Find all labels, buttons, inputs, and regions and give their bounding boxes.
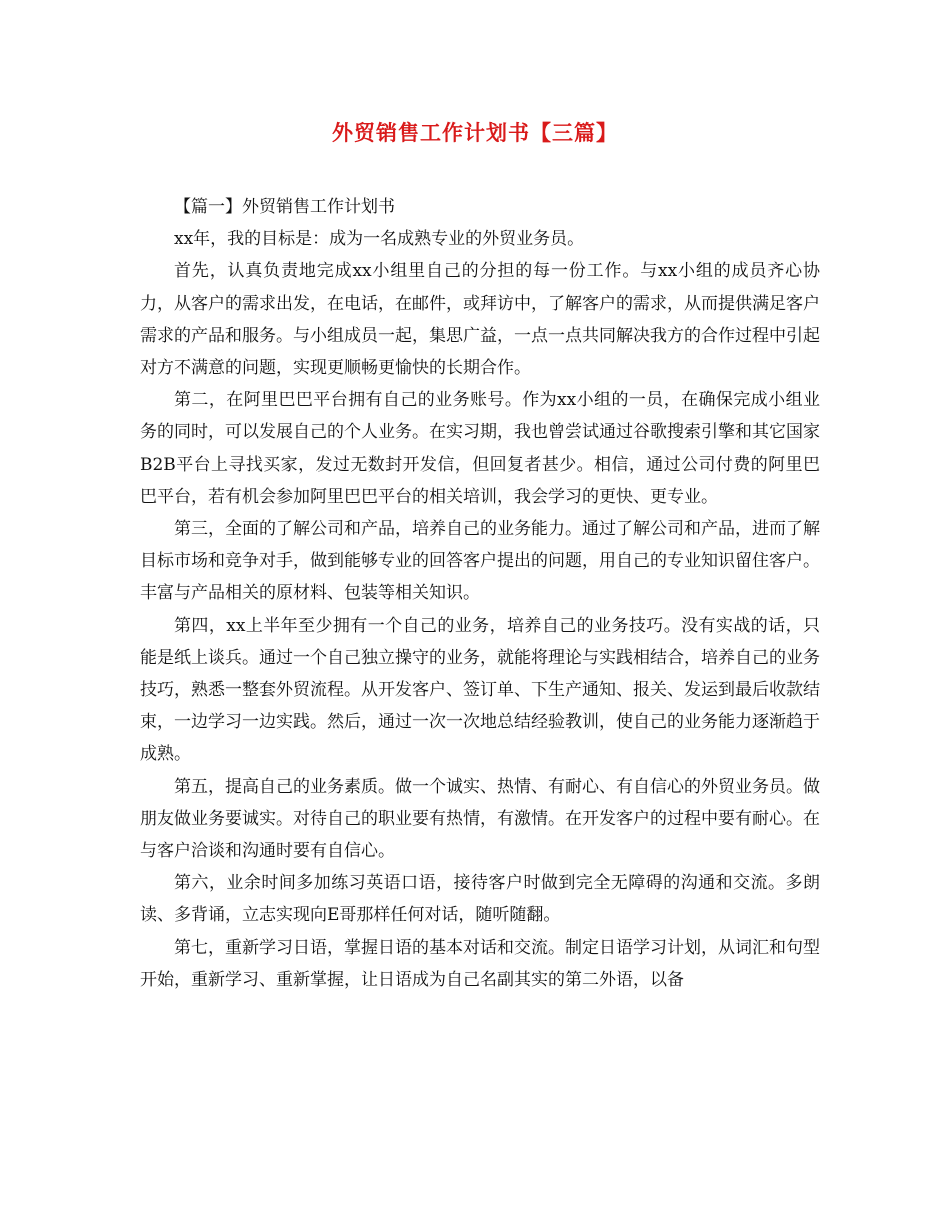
paragraph-goal: xx年，我的目标是：成为一名成熟专业的外贸业务员。 [174, 229, 585, 250]
paragraph-seventh: 第七，重新学习日语，掌握日语的基本对话和交流。制定日语学习计划，从词汇和句型开始，重新学习、重新掌握，让日语成为自己名副其实的第二外语，以备 [140, 937, 820, 990]
document-body [140, 191, 820, 996]
paragraph-second: 第二，在阿里巴巴平台拥有自己的业务账号。作为xx小组的一员，在确保完成小组业务的同时，可以发展自己的个人业务。在实习期，我也曾尝试通过谷歌搜索引擎和其它国家B2B平台上寻找买家，发过无数封开发信，但回复者甚少。相信，通过公司付费的阿里巴巴平台，若有机会参加阿里巴巴平台的相关培训，我会学习的更快、更专业。 [140, 390, 820, 507]
paragraph-sixth: 第六，业余时间多加练习英语口语，接待客户时做到完全无障碍的沟通和交流。多朗读、多背诵，立志实现向E哥那样任何对话，随听随翻。 [140, 873, 820, 926]
paragraph-third: 第三，全面的了解公司和产品，培养自己的业务能力。通过了解公司和产品，进而了解目标市场和竞争对手，做到能够专业的回答客户提出的问题，用自己的专业知识留住客户。丰富与产品相关的原材料、包装等相关知识。 [140, 519, 820, 604]
paragraph-first: 首先，认真负责地完成xx小组里自己的分担的每一份工作。与xx小组的成员齐心协力，从客户的需求出发，在电话，在邮件，或拜访中，了解客户的需求，从而提供满足客户需求的产品和服务。与小组成员一起，集思广益，一点一点共同解决我方的合作过程中引起对方不满意的问题，实现更顺畅更愉快的长期合作。 [140, 261, 820, 379]
section-heading: 【篇一】外贸销售工作计划书 [174, 197, 395, 217]
paragraph-fourth: 第四，xx上半年至少拥有一个自己的业务，培养自己的业务技巧。没有实战的话，只能是纸上谈兵。通过一个自己独立操守的业务，就能将理论与实践相结合，培养自己的业务技巧，熟悉一整套外贸流程。从开发客户、签订单、下生产通知、报关、发运到最后收款结束，一边学习一边实践。然后，通过一次一次地总结经验教训，使自己的业务能力逐渐趋于成熟。 [140, 615, 820, 765]
paragraph-fifth: 第五，提高自己的业务素质。做一个诚实、热情、有耐心、有自信心的外贸业务员。做朋友做业务要诚实。对待自己的职业要有热情，有激情。在开发客户的过程中要有耐心。在与客户洽谈和沟通时要有自信心。 [140, 776, 820, 862]
document-title: 外贸销售工作计划书【三篇】 [332, 120, 618, 145]
